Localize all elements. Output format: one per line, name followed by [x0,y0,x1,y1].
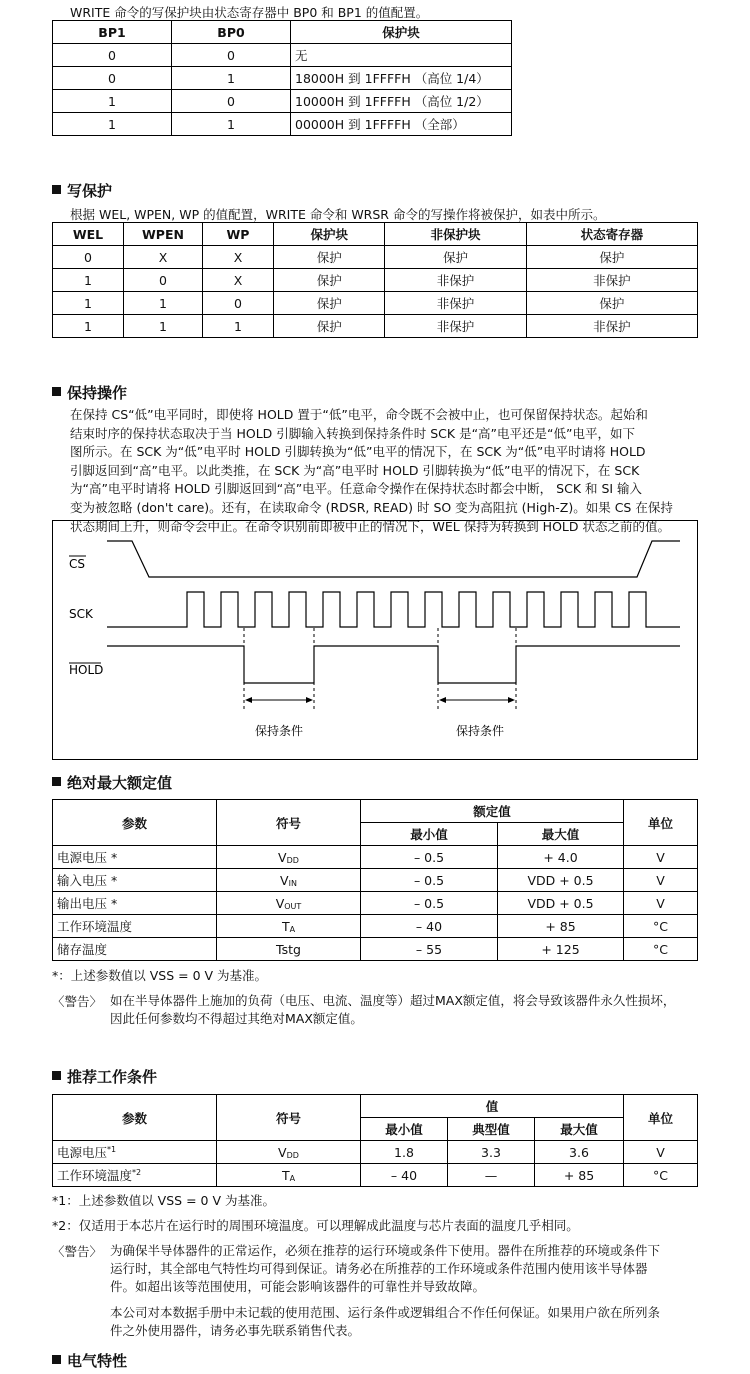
symbol: V [275,895,285,911]
symbol-sub: DD [286,855,299,865]
table-row [53,915,698,938]
cell: 保护 [526,292,697,315]
cell: 1 [53,315,124,338]
warning-tag: 〈警告〉 [52,1244,103,1259]
symbol: T [281,918,290,934]
recommended-note-1: *1：上述参数值以 VSS = 0 V 为基准。 [52,1193,275,1208]
wp-header: WEL [53,223,124,246]
hold-condition-label: 保持条件 [455,724,505,738]
signal-label-hold: HOLD [69,663,104,677]
unit-cell: V [624,869,698,892]
table-row [53,44,512,67]
paragraph-line: 引脚返回到“高”电平。以此类推，在 SCK 为“高”电平时 HOLD 引脚转换为“低”电平的情况下，在 SCK [70,462,640,478]
max-cell: + 125 [498,938,624,961]
typ-cell: — [448,1164,535,1187]
bp-header-bp1: BP1 [53,21,172,44]
cell: X [203,269,274,292]
bp1-cell: 0 [53,44,172,67]
warning-line: 本公司对本数据手册中未记载的使用范围、运行条件或逻辑组合不作任何保证。如果用户欲在所列条 [110,1305,661,1320]
cell: 0 [53,246,124,269]
min-cell: – 0.5 [361,846,498,869]
table-row [53,892,698,915]
unit-cell: V [624,892,698,915]
section-title: 绝对最大额定值 [67,774,173,792]
min-cell: – 0.5 [361,869,498,892]
bp-header-block: 保护块 [291,21,512,44]
symbol: Tstg [276,941,301,957]
bp1-cell: 0 [53,67,172,90]
table-row [53,67,512,90]
cell: 保护 [274,269,385,292]
header-max: 最大值 [535,1118,624,1141]
unit-cell: °C [624,938,698,961]
header-typ: 典型值 [448,1118,535,1141]
cell: 保护 [274,292,385,315]
wp-header: 非保护块 [385,223,526,246]
cell: X [203,246,274,269]
symbol-sub: IN [288,878,297,888]
symbol: T [281,1167,290,1183]
bp0-cell: 1 [172,67,291,90]
param-cell: 储存温度 [53,938,217,961]
header-symbol: 符号 [217,1095,361,1141]
recommended-heading [52,1066,157,1087]
write-protect-heading [52,180,112,201]
symbol-cell [217,892,361,915]
header-value: 值 [361,1095,624,1118]
table-row [53,269,698,292]
symbol-cell [217,938,361,961]
cell: 非保护 [385,269,526,292]
wp-header: WP [203,223,274,246]
electrical-heading [52,1350,127,1371]
cell: 非保护 [385,315,526,338]
typ-cell: 3.3 [448,1141,535,1164]
bullet-square-icon [52,185,61,194]
param-cell: 输出电压 * [53,892,217,915]
warning-line: 如在半导体器件上施加的负荷（电压、电流、温度等）超过MAX额定值，将会导致该器件永久性损坏， [110,993,676,1008]
table-row [53,938,698,961]
param-cell: 输入电压 * [53,869,217,892]
cell: 保护 [385,246,526,269]
bp1-cell: 1 [53,90,172,113]
bp0-cell: 0 [172,90,291,113]
param-cell [53,1164,217,1187]
table-row [53,1164,698,1187]
hold-timing-diagram [52,520,698,760]
bp-table [52,20,512,136]
cs-waveform [107,541,680,577]
max-cell: + 85 [498,915,624,938]
bullet-square-icon [52,777,61,786]
hold-waveform [107,646,680,683]
paragraph-line: 结束时序的保持状态取决于当 HOLD 引脚输入转换到保持条件时 SCK 是“高”电平还是“低”电平，如下 [70,425,635,441]
hold-paragraph [70,406,698,536]
max-cell: 3.6 [535,1141,624,1164]
table-row [53,90,512,113]
symbol: V [280,872,289,888]
symbol-sub: A [289,924,296,934]
footnote-mark: *2 [132,1167,142,1177]
symbol: V [278,1144,287,1160]
cell: X [124,246,203,269]
max-cell: + 85 [535,1164,624,1187]
wp-header: 保护块 [274,223,385,246]
cell: 1 [53,292,124,315]
hold-heading [52,382,127,403]
block-cell: 18000H 到 1FFFFH （高位 1/4） [291,67,512,90]
wp-table [52,222,698,338]
arrow-head-icon [245,697,252,703]
table-row [53,315,698,338]
paragraph-line: 为“高”电平时请将 HOLD 引脚返回到“高”电平。任意命令操作在保持状态时都会中断， SCK 和 SI 输入 [70,481,643,497]
bullet-square-icon [52,1071,61,1080]
cell: 0 [203,292,274,315]
unit-cell: V [624,1141,698,1164]
block-cell: 10000H 到 1FFFFH （高位 1/2） [291,90,512,113]
wp-header: WPEN [124,223,203,246]
max-cell: + 4.0 [498,846,624,869]
symbol-cell [217,1141,361,1164]
symbol-cell [217,915,361,938]
header-symbol: 符号 [217,800,361,846]
wp-header: 状态寄存器 [526,223,697,246]
warning-line: 运行时，其全部电气特性均可得到保证。请务必在所推荐的工作环境或条件范围内使用该半导体器 [110,1261,648,1276]
param-cell [53,1141,217,1164]
param-text: 工作环境温度 [57,1168,133,1183]
paragraph-line: 变为被忽略 (don't care)。还有，在读取命令 (RDSR, READ) 时 SO 变为高阻抗 (High-Z)。如果 CS 在保持 [70,499,673,515]
block-cell: 无 [291,44,512,67]
min-cell: 1.8 [361,1141,448,1164]
table-row [53,292,698,315]
cell: 非保护 [385,292,526,315]
section-title: 电气特性 [67,1352,128,1370]
bp1-cell: 1 [53,113,172,136]
table-row [53,1141,698,1164]
paragraph-line: 图所示。在 SCK 为“低”电平时 HOLD 引脚转换为“低”电平的情况下，在 SCK 为“低”电平时请将 HOLD [70,444,646,460]
symbol-cell [217,869,361,892]
header-unit: 单位 [624,1095,698,1141]
header-min: 最小值 [361,1118,448,1141]
table-row [53,846,698,869]
footnote-mark: *1 [107,1144,117,1154]
cell: 保护 [526,246,697,269]
signal-label-sck: SCK [69,607,93,621]
header-rating: 额定值 [361,800,624,823]
cell: 非保护 [526,315,697,338]
symbol-sub: A [289,1173,296,1183]
param-cell: 工作环境温度 [53,915,217,938]
bp0-cell: 0 [172,44,291,67]
abs-max-note: *：上述参数值以 VSS = 0 V 为基准。 [52,968,268,983]
min-cell: – 40 [361,915,498,938]
block-cell: 00000H 到 1FFFFH （全部） [291,113,512,136]
cell: 非保护 [526,269,697,292]
min-cell: – 55 [361,938,498,961]
warning-tag: 〈警告〉 [52,994,103,1009]
header-param: 参数 [53,1095,217,1141]
min-cell: – 0.5 [361,892,498,915]
warning-line: 因此任何参数均不得超过其绝对MAX额定值。 [110,1011,363,1026]
warning-line: 件。如超出该等范围使用，可能会影响该器件的可靠性并导致故障。 [110,1279,486,1294]
symbol-cell [217,1164,361,1187]
table-row [53,246,698,269]
header-param: 参数 [53,800,217,846]
min-cell: – 40 [361,1164,448,1187]
section-title: 写保护 [67,182,113,200]
header-min: 最小值 [361,823,498,846]
warning-line: 件之外使用器件，请务必事先联系销售代表。 [110,1323,361,1338]
hold-condition-label: 保持条件 [254,724,304,738]
sck-waveform [107,592,680,627]
max-cell: VDD + 0.5 [498,869,624,892]
max-cell: VDD + 0.5 [498,892,624,915]
table-row [53,869,698,892]
bp-caption: WRITE 命令的写保护块由状态寄存器中 BP0 和 BP1 的值配置。 [70,5,429,20]
param-cell: 电源电压 * [53,846,217,869]
arrow-head-icon [306,697,313,703]
recommended-note-2: *2：仅适用于本芯片在运行时的周围环境温度。可以理解成此温度与芯片表面的温度几乎相同。 [52,1218,579,1233]
bullet-square-icon [52,1355,61,1364]
symbol-sub: DD [286,1150,299,1160]
symbol-sub: OUT [284,901,302,911]
abs-max-table [52,799,698,961]
bullet-square-icon [52,387,61,396]
symbol: V [278,849,287,865]
unit-cell: °C [624,1164,698,1187]
cell: 保护 [274,315,385,338]
paragraph-line: 状态期间上升，则命令会中止。在命令识别前即被中止的情况下，WEL 保持为转换到 HOLD 状态之前的值。 [70,518,670,534]
cell: 0 [124,269,203,292]
symbol-cell [217,846,361,869]
recommended-table [52,1094,698,1187]
signal-label-cs: CS [69,557,85,571]
abs-max-warning [110,992,700,1028]
cell: 1 [203,315,274,338]
cell: 1 [53,269,124,292]
header-unit: 单位 [624,800,698,846]
header-max: 最大值 [498,823,624,846]
warning-line: 为确保半导体器件的正常运作，必须在推荐的运行环境或条件下使用。器件在所推荐的环境或条件下 [110,1243,661,1258]
cell: 1 [124,315,203,338]
section-title: 保持操作 [67,384,128,402]
section-title: 推荐工作条件 [67,1068,158,1086]
abs-max-heading [52,772,172,793]
cell: 1 [124,292,203,315]
param-text: 电源电压 [57,1145,108,1160]
unit-cell: °C [624,915,698,938]
diagram-frame [53,521,698,760]
recommended-warning [110,1242,700,1340]
wp-caption: 根据 WEL, WPEN, WP 的值配置，WRITE 命令和 WRSR 命令的写操作将被保护，如表中所示。 [70,207,606,222]
paragraph-line: 在保持 CS“低”电平同时，即使将 HOLD 置于“低”电平，命令既不会被中止，也可保留保持状态。起始和 [70,407,648,422]
unit-cell: V [624,846,698,869]
bp0-cell: 1 [172,113,291,136]
bp-header-bp0: BP0 [172,21,291,44]
cell: 保护 [274,246,385,269]
arrow-head-icon [439,697,446,703]
table-row [53,113,512,136]
arrow-head-icon [508,697,515,703]
